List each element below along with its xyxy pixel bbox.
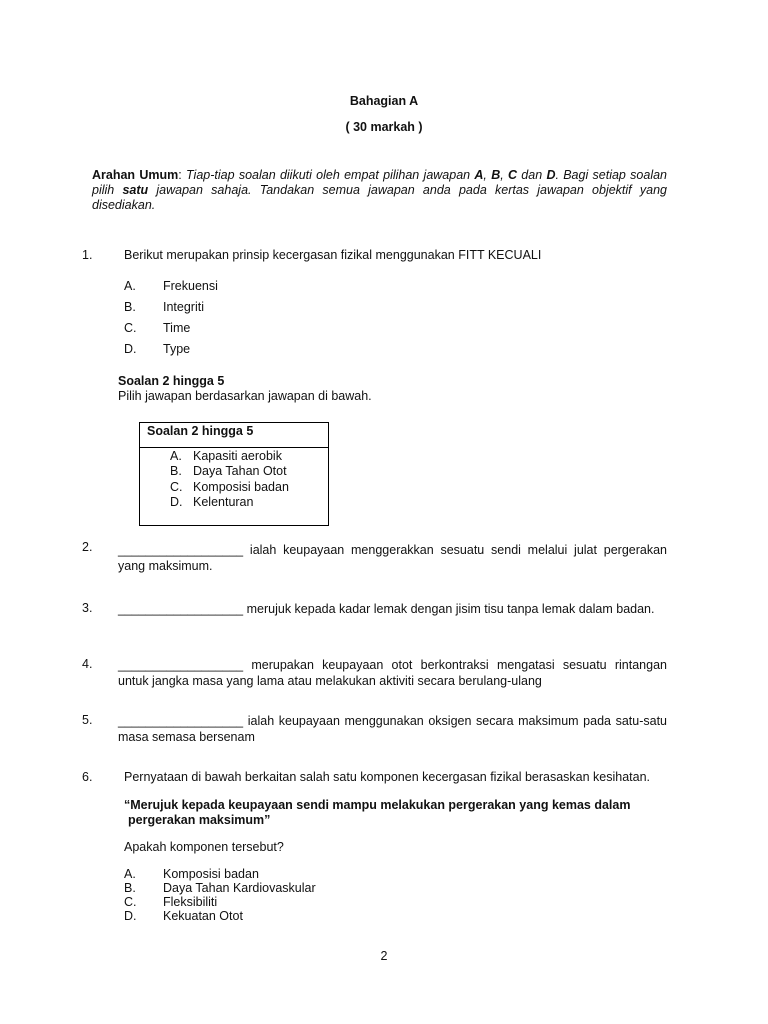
answer-blank: __________________ — [118, 658, 244, 672]
quote-line: pergerakan maksimum” — [128, 813, 271, 827]
option-letter: A. — [124, 867, 136, 881]
question-number: 3. — [82, 601, 93, 615]
section-title: Bahagian A — [349, 94, 419, 108]
box-item: A. Kapasiti aerobik — [170, 449, 282, 463]
question-text: __________________ merujuk kepada kadar lemak dengan jisim tisu tanpa lemak dalam badan. — [118, 602, 655, 616]
option-letter: A. — [124, 279, 136, 293]
group-heading: Soalan 2 hingga 5 — [118, 374, 225, 388]
option-letter: D. — [124, 909, 137, 923]
option-letter: D. — [124, 342, 137, 356]
option-text: Fleksibiliti — [163, 895, 218, 909]
option-letter: B. — [124, 881, 136, 895]
question-text: __________________ ialah keupayaan menggerakkan sesuatu sendi melalui julat pergerakan yang maksimum. — [118, 543, 667, 573]
question-number: 6. — [82, 770, 93, 784]
section-marks: ( 30 markah ) — [345, 120, 423, 134]
option-text: Time — [163, 321, 191, 335]
question-text: Pernyataan di bawah berkaitan salah satu komponen kecergasan fizikal berasaskan kesihatan. — [124, 770, 651, 784]
group-instruction: Pilih jawapan berdasarkan jawapan di bawah. — [118, 389, 372, 403]
option-letter: C. — [124, 321, 137, 335]
answer-blank: __________________ — [118, 602, 244, 616]
instructions-label: Arahan Umum — [92, 168, 179, 182]
option-text: Komposisi badan — [163, 867, 259, 881]
answer-options-box — [139, 422, 329, 526]
question-number: 1. — [82, 248, 93, 262]
quote-line: “Merujuk kepada keupayaan sendi mampu melakukan pergerakan yang kemas dalam — [124, 798, 631, 812]
question-number: 5. — [82, 713, 93, 727]
answer-blank: __________________ — [118, 543, 244, 557]
instructions-text: Tiap-tiap soalan diikuti oleh empat pilihan jawapan A, B, C dan D. Bagi setiap soalan pilih satu jawapan sahaja. Tandakan semua jawapan anda pada kertas jawapan objektif yang disediakan. — [92, 168, 667, 212]
question-number: 4. — [82, 657, 93, 671]
box-item: C. Komposisi badan — [170, 480, 289, 494]
option-text: Integriti — [163, 300, 204, 314]
option-text: Type — [163, 342, 191, 356]
question-prompt: Apakah komponen tersebut? — [124, 840, 284, 854]
question-text: Berikut merupakan prinsip kecergasan fizikal menggunakan FITT KECUALI — [124, 248, 542, 262]
box-item: B. Daya Tahan Otot — [170, 464, 287, 478]
option-text: Frekuensi — [163, 279, 218, 293]
answer-blank: __________________ — [118, 714, 244, 728]
general-instructions: Arahan Umum: Tiap-tiap soalan diikuti oleh empat pilihan jawapan A, B, C dan D. Bagi setiap soalan pilih satu jawapan sahaja. Tandakan semua jawapan anda pada kertas jawapan objektif yang disediakan. — [92, 168, 667, 212]
question-number: 2. — [82, 540, 93, 554]
page-number: 2 — [380, 949, 388, 963]
question-text: __________________ merupakan keupayaan otot berkontraksi mengatasi sesuatu rintangan untuk jangka masa yang lama atau melakukan aktiviti secara berulang-ulang — [118, 658, 667, 688]
question-text: __________________ ialah keupayaan menggunakan oksigen secara maksimum pada satu-satu masa semasa bersenam — [118, 714, 667, 744]
box-title: Soalan 2 hingga 5 — [140, 423, 328, 448]
option-letter: B. — [124, 300, 136, 314]
option-text: Daya Tahan Kardiovaskular — [163, 881, 316, 895]
option-text: Kekuatan Otot — [163, 909, 243, 923]
option-letter: C. — [124, 895, 137, 909]
box-item: D. Kelenturan — [170, 495, 254, 509]
